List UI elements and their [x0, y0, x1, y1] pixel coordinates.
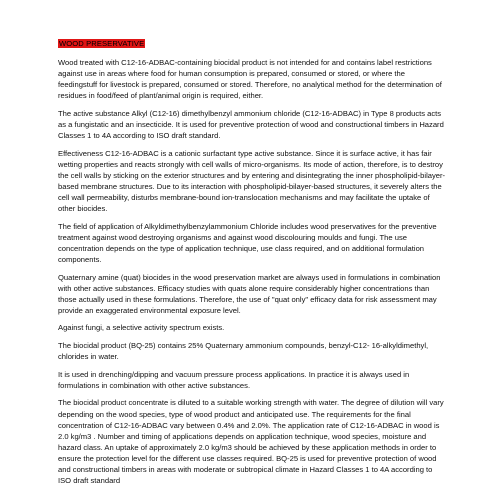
paragraph-dilution: The biocidal product concentrate is diluted to a suitable working strength with water. The degree of dilution will vary depending on the wood species, type of wood product and anticipated use. The requirements for the final concentration of C12-16-ADBAC vary between 0.4% and 2.0%. The application rate of C12-16-ADBAC in wood is 2.0 kg/m3 . Number and timing of applications depends on application technique, wood species, moisture and hazard class. An uptake of approximately 2.0 kg/m3 should be achieved by these application methods in order to ensure the protection level for the different use classes required. BQ-25 is used for preventive protection of wood and constructional timbers in areas with moderate or subtropical climate in Hazard Classes 1 to 4A according to ISO draft standard — [58, 398, 444, 486]
heading-block — [58, 38, 446, 50]
paragraph-food-restrictions: Wood treated with C12-16-ADBAC-containing biocidal product is not intended for and contains label restrictions against use in areas where food for human consumption is prepared, consumed or stored, or where the feedingstuff for livestock is prepared, consumed or stored. Therefore, no analytical method for the determination of residues in food/feed of plant/animal origin is required, either. — [58, 58, 442, 101]
paragraph-active-substance: The active substance Alkyl (C12-16) dimethylbenzyl ammonium chloride (C12-16-ADBAC) in Type 8 products acts as a fungistatic and an insecticide. It is used for preventive protection of wood and constructional timbers in Hazard Classes 1 to 4A according to ISO draft standard. — [58, 108, 444, 141]
paragraph-effectiveness: Effectiveness C12-16-ADBAC is a cationic surfactant type active substance. Since it is surface active, it has fair wetting properties and reacts strongly with cell walls of micro-organisms. Its mode of action, therefore, is to destroy the cell walls by sticking on the exterior structures and by entering and disintegrating the inner phospholipid-bilayer-based membrane structures. Due to its interaction with phospholipid-bilayer-based structures, it severely alters the cell wall permeability, disturbs membrane-bound ion-translocation mechanisms and may facilitate the uptake of other biocides. — [58, 148, 446, 214]
document-page — [58, 38, 446, 493]
paragraph-field-of-application: The field of application of Alkyldimethylbenzylammonium Chloride includes wood preservatives for the preventive treatment against wood destroying organisms and against wood discolouring moulds and fungi. The use concentration depends on the type of application technique, use class required, and on additional formulation components. — [58, 221, 437, 264]
document-heading: WOOD PRESERVATIVE — [59, 39, 145, 48]
paragraph-biocidal-product: The biocidal product (BQ-25) contains 25% Quaternary ammonium compounds, benzyl-C12- 16-alkyldimethyl, chlorides in water. — [58, 341, 429, 362]
paragraph-usage: It is used in drenching/dipping and vacuum pressure process applications. In practice it is always used in formulations in combination with other active substances. — [58, 369, 410, 390]
paragraph-quat-biocides: Quaternary amine (quat) biocides in the wood preservation market are always used in formulations in combination with other active substances. Efficacy studies with quats alone require considerably higher concentrations than those actually used in these formulations. Therefore, the use of "quat only" efficacy data for risk assessment may provide an exaggerated environmental exposure level. — [58, 272, 441, 315]
paragraph-fungi-spectrum: Against fungi, a selective activity spectrum exists. — [58, 323, 225, 333]
